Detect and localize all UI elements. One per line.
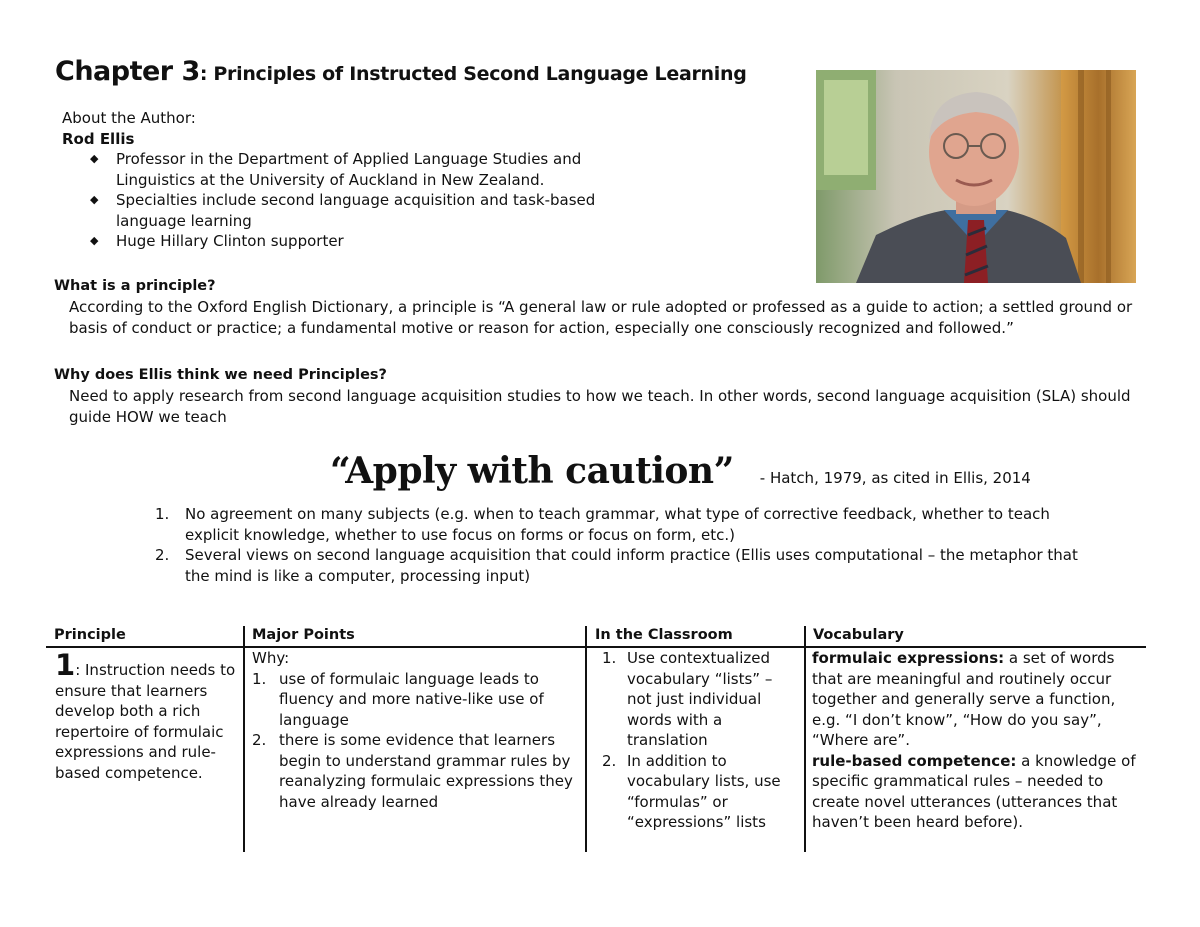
author-name: Rod Ellis bbox=[62, 129, 135, 148]
col-header-classroom: In the Classroom bbox=[595, 627, 733, 643]
page-title bbox=[55, 56, 747, 87]
principle-answer: According to the Oxford English Dictionary, a principle is “A general law or rule adopted or professed as a guide to action; a settled ground or basis of conduct or practice; a fundamental motive or reason for action, especially one consciously recognized and followed.” bbox=[69, 298, 1133, 337]
vocab-term: formulaic expressions: bbox=[812, 649, 1005, 667]
quote-citation: - Hatch, 1979, as cited in Ellis, 2014 bbox=[759, 469, 1031, 487]
diamond-bullet-icon: ◆ bbox=[90, 193, 99, 206]
principle-number: 1 bbox=[55, 648, 76, 682]
major-points-intro: Why: bbox=[252, 649, 290, 667]
author-bullet: ◆ Professor in the Department of Applied Language Studies and Linguistics at the University of Auckland in New Zealand. bbox=[90, 150, 582, 189]
column-divider bbox=[243, 626, 245, 852]
author-bullet: ◆ Huge Hillary Clinton supporter bbox=[90, 232, 344, 250]
author-bullet: ◆ Specialties include second language acquisition and task-based language learning bbox=[90, 191, 596, 230]
reason-item: 2. Several views on second language acquisition that could inform practice (Ellis uses computational – the metaphor that the mind is like a computer, processing input) bbox=[155, 546, 1078, 585]
chapter-label: Chapter 3 bbox=[55, 56, 200, 87]
about-author-section bbox=[62, 108, 662, 252]
classroom-cell bbox=[600, 648, 798, 833]
author-photo bbox=[816, 70, 1136, 283]
column-divider bbox=[804, 626, 806, 852]
why-principles-answer: Need to apply research from second language acquisition studies to how we teach. In other words, second language acquisition (SLA) should guide HOW we teach bbox=[69, 387, 1131, 426]
principle-cell bbox=[55, 648, 238, 783]
classroom-item: 1. Use contextualized vocabulary “lists” – not just individual words with a translation bbox=[602, 649, 773, 749]
chapter-subtitle: : Principles of Instructed Second Language Learning bbox=[199, 63, 747, 85]
major-points-cell bbox=[252, 648, 578, 812]
vocab-entry bbox=[812, 751, 1147, 833]
reason-item: 1. No agreement on many subjects (e.g. when to teach grammar, what type of corrective feedback, whether to teach explicit knowledge, whether to use focus on forms or focus on form, etc.) bbox=[155, 505, 1050, 544]
col-header-vocabulary: Vocabulary bbox=[813, 627, 904, 643]
author-portrait-icon bbox=[816, 70, 1136, 283]
col-header-principle: Principle bbox=[54, 627, 126, 643]
why-principles-question: Why does Ellis think we need Principles? bbox=[54, 367, 387, 383]
about-author-heading: About the Author: bbox=[62, 109, 196, 127]
vocab-entry bbox=[812, 648, 1147, 751]
diamond-bullet-icon: ◆ bbox=[90, 152, 99, 165]
diamond-bullet-icon: ◆ bbox=[90, 234, 99, 247]
major-point-item: 1. use of formulaic language leads to fluency and more native-like use of language bbox=[252, 669, 544, 729]
vocabulary-cell bbox=[812, 648, 1147, 833]
major-point-item: 2. there is some evidence that learners begin to understand grammar rules by reanalyzing formulaic expressions they have already learned bbox=[252, 731, 573, 811]
column-divider bbox=[585, 626, 587, 852]
quote-text: “Apply with caution” bbox=[330, 450, 734, 492]
vocab-definition: a set of words that are meaningful and routinely occur together and generally serve a function, e.g. “I don’t know”, “How do you say”, “Where are”. bbox=[812, 649, 1116, 749]
classroom-item: 2. In addition to vocabulary lists, use “formulas” or “expressions” lists bbox=[602, 751, 781, 831]
caution-quote bbox=[330, 450, 1031, 492]
reasons-list bbox=[155, 504, 1105, 586]
col-header-major-points: Major Points bbox=[252, 627, 355, 643]
principle-text: : Instruction needs to ensure that learners develop both a rich repertoire of formulaic expressions and rule-based competence. bbox=[55, 661, 236, 782]
vocab-term: rule-based competence: bbox=[812, 751, 1017, 770]
principle-question: What is a principle? bbox=[54, 278, 216, 294]
vocab-definition: a knowledge of specific grammatical rules – needed to create novel utterances (utterances that haven’t been heard before). bbox=[812, 751, 1136, 831]
author-bullets bbox=[62, 149, 662, 252]
